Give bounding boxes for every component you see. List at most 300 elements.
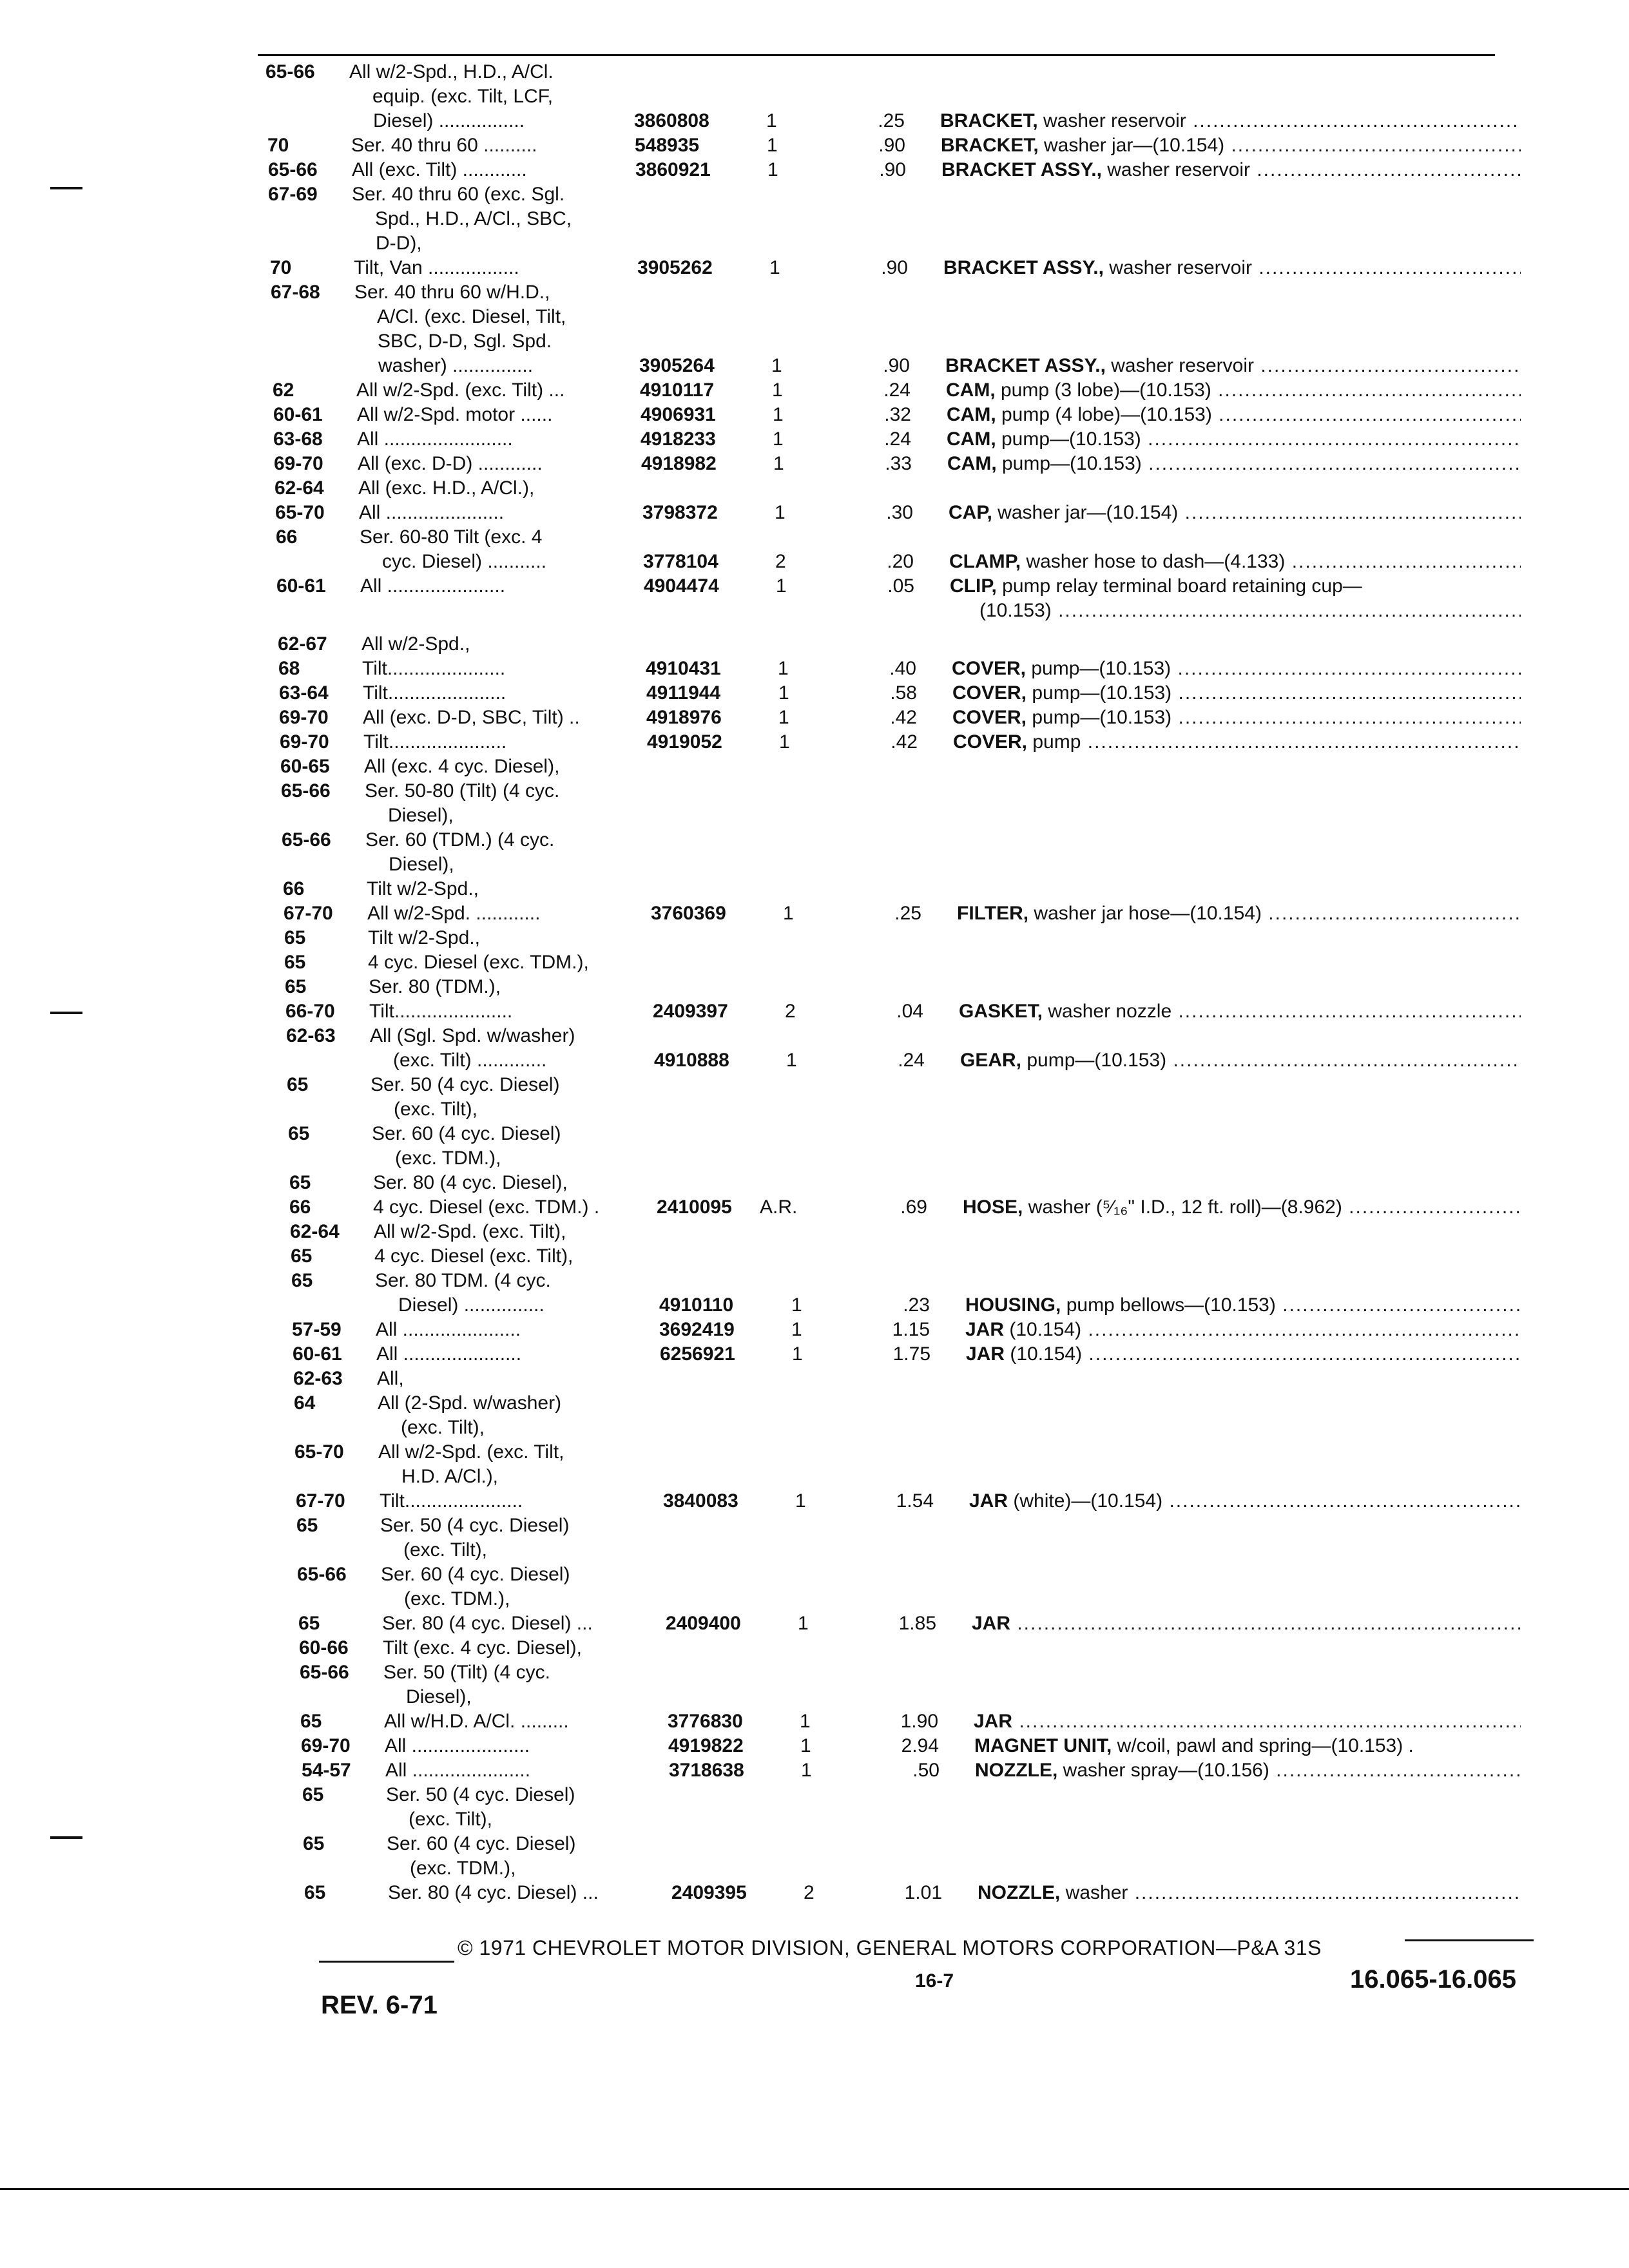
model-year: 67-70 [284,903,333,924]
parts-list-row [0,1660,1629,1686]
model-year: 65-66 [265,61,315,82]
application-text: Tilt (exc. 4 cyc. Diesel), [383,1637,582,1658]
part-number: 3840083 [663,1490,738,1512]
price: 1.90 [900,1711,938,1732]
part-detail: washer jar—(10.154) [992,502,1179,523]
model-year: 62-63 [293,1368,343,1389]
model-year: 69-70 [301,1735,351,1756]
application-text: Tilt...................... [369,1001,513,1022]
application-text: All ...................... [376,1343,522,1365]
model-year: 65 [302,1784,324,1805]
model-year: 65 [285,976,307,997]
model-year: 65 [296,1515,318,1536]
footer-copyright: © 1971 CHEVROLET MOTOR DIVISION, GENERAL MOTORS CORPORATION—P&A 31S [458,1936,1322,1959]
application-text: H.D. A/Cl.), [401,1466,499,1487]
model-year: 65 [289,1172,311,1193]
parts-list-row [0,1709,1629,1735]
parts-list-row [0,476,1629,501]
leader-dots [1082,1343,1521,1365]
part-number: 3776830 [668,1711,743,1732]
application-text: All ...................... [385,1760,531,1781]
parts-list-row [0,827,1629,853]
part-name: BRACKET, [941,135,1039,156]
application-text: Tilt...................... [363,731,507,753]
price: .20 [887,551,914,572]
quantity: 2 [785,1001,796,1022]
model-year: 67-70 [296,1490,345,1512]
model-year: 65 [284,927,306,948]
parts-list-row [0,59,1629,85]
model-year: 65 [291,1245,313,1267]
part-detail: (10.154) [1004,1319,1082,1340]
part-number: 4904474 [644,575,719,597]
model-year: 62-64 [290,1221,340,1242]
part-description [960,1048,1521,1073]
part-detail: pump [1027,731,1081,753]
part-number: 4918982 [641,453,717,474]
part-detail: w/coil, pawl and spring—(10.153) . [1112,1735,1414,1756]
model-year: 60-66 [299,1637,349,1658]
price: .24 [898,1050,925,1071]
model-year: 63-68 [273,428,323,450]
part-number: 6256921 [660,1343,735,1365]
model-year: 57-59 [292,1319,342,1340]
application-text: All w/H.D. A/Cl. ......... [384,1711,569,1732]
price: .90 [883,355,910,376]
part-number: 2409397 [653,1001,728,1022]
leader-dots [1186,110,1521,131]
parts-list-row [0,206,1629,232]
model-year: 65-66 [268,159,318,180]
parts-list-row [0,1048,1629,1073]
part-number: 3778104 [643,551,718,572]
price: .25 [878,110,905,131]
model-year: 65 [298,1613,320,1634]
price: .42 [890,707,917,728]
part-name: JAR [972,1613,1011,1634]
application-text: Ser. 50 (4 cyc. Diesel) [371,1074,560,1095]
model-year: 69-70 [274,453,323,474]
part-number: 4910117 [640,380,715,401]
application-text: A/Cl. (exc. Diesel, Tilt, [377,306,566,327]
parts-list-row [0,1513,1629,1539]
quantity: 1 [767,135,778,156]
leader-dots [1128,1882,1521,1903]
part-detail: pump—(10.153) [1027,682,1172,704]
part-description [941,133,1521,159]
part-description [969,1488,1521,1514]
model-year: 62-63 [286,1025,336,1046]
application-text: Ser. 80 (4 cyc. Diesel) ... [388,1882,599,1903]
part-name: NOZZLE, [978,1882,1061,1903]
application-text: All w/2-Spd. ............ [367,903,541,924]
leader-dots [1212,404,1521,425]
application-text: All (2-Spd. w/washer) [378,1392,562,1414]
model-year: 65 [300,1711,322,1732]
parts-list-row [0,1341,1629,1367]
application-text: (exc. Tilt), [401,1417,485,1438]
model-year: 62 [273,380,294,401]
part-detail: washer (⁵⁄₁₆" I.D., 12 ft. roll)—(8.962) [1023,1196,1342,1218]
part-name: COVER, [953,731,1028,753]
model-year: 69-70 [280,731,329,753]
application-text: washer) ............... [378,355,534,376]
model-year: 65-66 [297,1564,347,1585]
parts-list-row [0,182,1629,207]
leader-dots [1052,600,1521,621]
part-name: NOZZLE, [975,1760,1058,1781]
parts-list-row [0,1537,1629,1563]
parts-list-row [0,1562,1629,1588]
model-year: 60-61 [293,1343,342,1365]
price: .24 [884,428,911,450]
part-description [952,680,1521,706]
parts-list-row [0,631,1629,657]
part-description [947,402,1521,428]
application-text: All ...................... [376,1319,521,1340]
price: .90 [878,135,905,156]
leader-dots [1141,428,1521,450]
quantity: 1 [791,1319,802,1340]
price: .05 [887,575,914,597]
part-detail: washer nozzle [1043,1001,1172,1022]
price: 1.15 [892,1319,930,1340]
parts-list-row [0,1072,1629,1098]
parts-list-row [0,598,1629,624]
application-text: SBC, D-D, Sgl. Spd. [378,331,552,352]
part-detail: washer jar—(10.154) [1038,135,1225,156]
part-detail: washer reservoir [1037,110,1186,131]
parts-list-row [0,1856,1629,1881]
parts-list-row [0,451,1629,477]
application-text: (exc. Tilt) ............. [393,1050,547,1071]
parts-list-row [0,656,1629,682]
part-number: 4910888 [654,1050,729,1071]
parts-list-row [0,1635,1629,1661]
parts-list-row [0,1880,1629,1906]
application-text: 4 cyc. Diesel (exc. TDM.), [368,952,589,973]
part-detail: washer reservoir [1105,355,1254,376]
parts-list-row [0,729,1629,755]
part-description [950,573,1362,599]
part-detail: washer reservoir [1103,257,1252,278]
part-name: CAP, [949,502,992,523]
part-description [949,549,1521,575]
application-text: All ........................ [357,428,513,450]
parts-list-row [0,1782,1629,1808]
part-number: 4906931 [641,404,716,425]
leader-dots [1142,453,1521,474]
application-text: Ser. 50-80 (Tilt) (4 cyc. [365,780,560,802]
application-text: Tilt...................... [380,1490,523,1512]
parts-list-row [0,705,1629,731]
footer-rev: REV. 6-71 [321,1991,438,2019]
part-description [941,157,1521,183]
part-detail: pump relay terminal board retaining cup— [996,575,1362,597]
quantity: 1 [778,682,789,704]
part-detail: pump—(10.153) [1027,707,1172,728]
parts-list-row [0,803,1629,829]
price: .90 [879,159,906,180]
part-description [974,1709,1521,1735]
part-detail: washer reservoir [1101,159,1250,180]
part-number: 2409395 [671,1882,747,1903]
application-text: Ser. 60 (TDM.) (4 cyc. [365,829,555,850]
leader-dots [1211,380,1521,401]
leader-dots [1269,1760,1521,1781]
price: .04 [896,1001,923,1022]
parts-list-row [0,1684,1629,1710]
parts-list-row [0,974,1629,1000]
price: 1.75 [892,1343,930,1365]
quantity: 1 [792,1343,803,1365]
quantity: 1 [798,1613,809,1634]
part-description [947,451,1521,477]
parts-list-row [0,378,1629,403]
price: .40 [889,658,916,679]
parts-list-row [0,852,1629,878]
part-name: CAM, [947,428,996,450]
application-text: Tilt w/2-Spd., [367,878,479,899]
quantity: 1 [767,159,778,180]
application-text: Ser. 60 (4 cyc. Diesel) [381,1564,570,1585]
application-text: Diesel), [388,805,454,826]
parts-list-row [0,402,1629,428]
part-name: MAGNET UNIT, [974,1735,1112,1756]
application-text: Tilt w/2-Spd., [368,927,480,948]
application-text: Diesel) ................ [373,110,525,131]
quantity: 1 [769,257,780,278]
price: .32 [884,404,911,425]
part-name: JAR [969,1490,1008,1512]
model-year: 65 [284,952,306,973]
model-year: 62-64 [275,477,324,499]
leader-dots [1012,1711,1521,1732]
parts-list-row [0,1807,1629,1832]
parts-list-row [0,255,1629,281]
application-text: (exc. TDM.), [395,1148,501,1169]
application-text: All w/2-Spd., [361,633,470,655]
parts-list-row [0,329,1629,354]
parts-list-row [0,1146,1629,1171]
model-year: 68 [278,658,300,679]
parts-list-row [0,1268,1629,1294]
part-name: BRACKET ASSY., [945,355,1106,376]
application-text: All (Sgl. Spd. w/washer) [370,1025,575,1046]
application-text: Tilt, Van ................. [354,257,519,278]
price: .69 [900,1196,927,1218]
model-year: 67-68 [271,282,320,303]
application-text: Ser. 60 (4 cyc. Diesel) [372,1123,561,1144]
parts-list-row [0,950,1629,975]
part-name: GEAR, [960,1050,1022,1071]
model-year: 60-65 [280,756,330,777]
application-text: (exc. Tilt), [409,1809,493,1830]
quantity: 1 [773,428,784,450]
part-description [975,1758,1521,1783]
application-text: All (exc. Tilt) ............ [352,159,527,180]
price: .25 [894,903,921,924]
parts-list-row [0,999,1629,1024]
model-year: 65 [288,1123,310,1144]
price: .50 [912,1760,940,1781]
application-text: Ser. 80 (4 cyc. Diesel), [373,1172,568,1193]
leader-dots [1171,658,1521,679]
part-detail: pump—(10.153) [996,453,1142,474]
part-detail: pump—(10.153) [996,428,1141,450]
part-name: CAM, [947,453,997,474]
leader-dots [1250,159,1521,180]
application-text: (exc. TDM.), [404,1588,510,1610]
parts-list-row [0,754,1629,780]
leader-dots [1010,1613,1521,1634]
application-text: Diesel), [406,1686,472,1707]
part-detail: (white)—(10.154) [1008,1490,1163,1512]
part-description [952,656,1521,682]
quantity: 2 [775,551,786,572]
application-text: Diesel) ............... [398,1294,545,1316]
price: .23 [903,1294,930,1316]
part-description [978,1880,1521,1906]
parts-list-row [0,1121,1629,1147]
quantity: 1 [800,1735,811,1756]
part-name: BRACKET ASSY., [943,257,1104,278]
part-name: HOUSING, [965,1294,1061,1316]
price: 1.85 [898,1613,936,1634]
model-year: 65 [303,1833,325,1854]
part-number: 548935 [635,135,700,156]
parts-list-row [0,1758,1629,1783]
part-number: 3760369 [651,903,726,924]
part-description [953,729,1521,755]
application-text: Spd., H.D., A/Cl., SBC, [375,208,572,229]
parts-list-row [0,1170,1629,1196]
application-text: 4 cyc. Diesel (exc. Tilt), [374,1245,574,1267]
application-text: Tilt...................... [362,658,506,679]
parts-list-row [0,1733,1629,1759]
part-detail: pump (4 lobe)—(10.153) [996,404,1212,425]
part-name: CAM, [947,404,996,425]
part-number: 4910431 [646,658,721,679]
model-year: 70 [267,135,289,156]
parts-list-row [0,500,1629,526]
parts-list-row [0,1390,1629,1416]
part-name: BRACKET, [940,110,1038,131]
parts-list-row [0,925,1629,951]
part-number: 3905264 [639,355,715,376]
part-detail: pump—(10.153) [1026,658,1171,679]
application-text: equip. (exc. Tilt, LCF, [372,86,554,107]
parts-list-row [0,1023,1629,1049]
quantity: 1 [783,903,794,924]
leader-dots [1081,1319,1521,1340]
application-text: D-D), [376,233,422,254]
model-year: 69-70 [279,707,329,728]
part-number: 4910110 [659,1294,734,1316]
quantity: 1 [778,707,789,728]
leader-dots [1262,903,1521,924]
part-name: CLIP, [950,575,997,597]
footer-rule-left [319,1961,454,1963]
application-text: All w/2-Spd., H.D., A/Cl. [349,61,554,82]
leader-dots [1081,731,1521,753]
part-description [966,1341,1521,1367]
part-number: 3860921 [635,159,711,180]
part-name: COVER, [952,682,1027,704]
quantity: 1 [773,404,784,425]
leader-dots [1342,1196,1521,1218]
part-description [945,353,1521,379]
part-name: BRACKET ASSY., [941,159,1102,180]
part-name: CAM, [946,380,996,401]
application-text: Ser. 80 TDM. (4 cyc. [375,1270,551,1291]
part-name: CLAMP, [949,551,1021,572]
parts-list-row [0,280,1629,305]
quantity: 1 [776,575,787,597]
part-detail: washer jar hose—(10.154) [1028,903,1262,924]
parts-list-row [0,1488,1629,1514]
model-year: 65-70 [294,1441,344,1463]
leader-dots [1254,355,1521,376]
parts-list-row [0,524,1629,550]
application-text: All (exc. D-D, SBC, Tilt) .. [363,707,580,728]
parts-list-row [0,1611,1629,1637]
parts-list-row [0,901,1629,927]
model-year: 62-67 [278,633,327,655]
part-name: GASKET, [959,1001,1043,1022]
application-text: All ...................... [360,575,506,597]
parts-list-row [0,573,1629,599]
part-detail: washer hose to dash—(4.133) [1021,551,1286,572]
parts-list-row [0,133,1629,159]
application-text: Ser. 50 (Tilt) (4 cyc. [383,1662,550,1683]
part-name: FILTER, [957,903,1029,924]
part-detail: pump bellows—(10.153) [1061,1294,1276,1316]
parts-list-row [0,157,1629,183]
model-year: 66-70 [285,1001,335,1022]
model-year: 65 [304,1882,326,1903]
quantity: 1 [773,453,784,474]
model-year: 65 [291,1270,313,1291]
part-name: JAR [974,1711,1013,1732]
parts-list-row [0,1366,1629,1392]
parts-list-row [0,1586,1629,1612]
parts-list-row [0,1415,1629,1441]
model-year: 65-66 [281,780,331,802]
leader-dots [1171,707,1521,728]
part-detail: pump (3 lobe)—(10.153) [995,380,1211,401]
part-number: 4919822 [668,1735,744,1756]
model-year: 65 [287,1074,309,1095]
part-detail: washer spray—(10.156) [1057,1760,1269,1781]
leader-dots [1166,1050,1521,1071]
part-description [940,108,1521,134]
part-number: 3692419 [659,1319,735,1340]
part-description [947,427,1521,452]
parts-list-row [0,549,1629,575]
model-year: 66 [283,878,305,899]
quantity: 1 [795,1490,806,1512]
footer-section-range: 16.065-16.065 [1350,1965,1517,1994]
leader-dots [1285,551,1521,572]
parts-list-row [0,1439,1629,1465]
application-text: (exc. TDM.), [410,1858,516,1879]
part-description [957,901,1521,927]
leader-dots [1162,1490,1521,1512]
part-detail: pump—(10.153) [1021,1050,1167,1071]
price: .33 [885,453,912,474]
application-text: All (exc. H.D., A/Cl.), [358,477,535,499]
